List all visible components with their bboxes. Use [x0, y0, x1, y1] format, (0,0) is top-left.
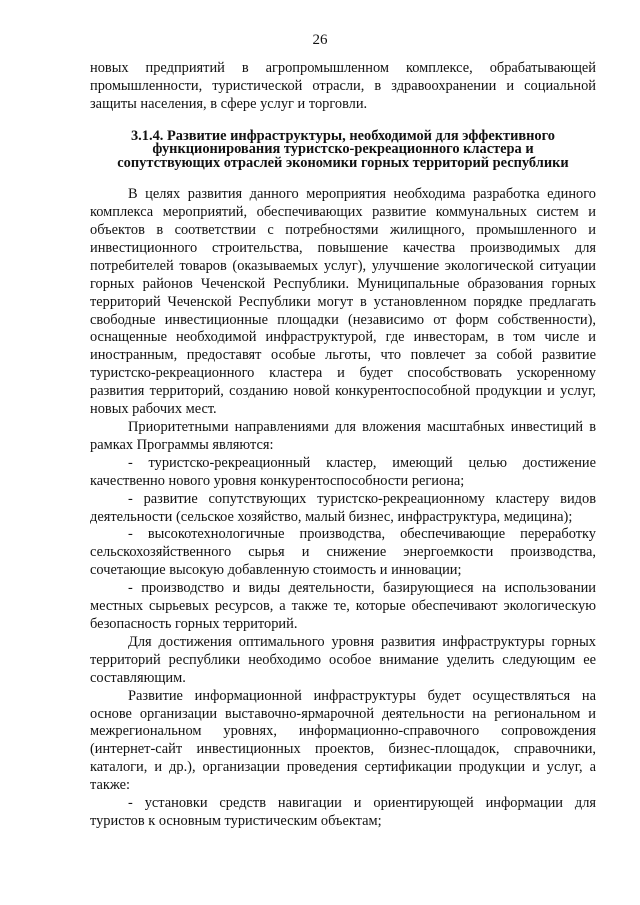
list-item: - производство и виды деятельности, базирующиеся на использовании местных сырьевых ресурсов, а также те, которые обеспечивают экологическую безопасность горных территорий. [90, 580, 596, 632]
paragraph: Развитие информационной инфраструктуры будет осуществляться на основе организации выставочно-ярмарочной деятельности на региональном и межрегиональном уровнях, информационно-справочного сопровождения (интернет-сайт инвестиционных проектов, бизнес-площадок, справочники, каталоги, и др.), организации проведения сертификации продукции и услуг, а также: [90, 687, 596, 794]
paragraph-continuation: новых предприятий в агропромышленном комплексе, обрабатывающей промышленности, туристической отрасли, в здравоохранении и социальной защиты населения, в сфере услуг и торговли. [90, 60, 596, 112]
paragraph: Для достижения оптимального уровня развития инфраструктуры горных территорий республики необходимо особое внимание уделить следующим ее составляющим. [90, 633, 596, 686]
section-heading-line: 3.1.4. Развитие инфраструктуры, необходимой для эффективного [130, 127, 555, 144]
section-heading-line: сопутствующих отраслей экономики горных территорий республики [117, 154, 569, 171]
list-item: - развитие сопутствующих туристско-рекреационному кластеру видов деятельности (сельское хозяйство, малый бизнес, инфраструктура, медицина); [90, 490, 596, 525]
list-item: - туристско-рекреационный кластер, имеющий целью достижение качественно нового уровня конкурентоспособности региона; [90, 454, 596, 489]
section-heading [90, 127, 596, 171]
list-item: - высокотехнологичные производства, обеспечивающие переработку сельскохозяйственного сырья и снижение энергоемкости производства, сочетающие высокую добавленную стоимость и инновации; [90, 526, 596, 579]
paragraph: Приоритетными направлениями для вложения масштабных инвестиций в рамках Программы являются: [90, 419, 596, 453]
paragraph: В целях развития данного мероприятия необходима разработка единого комплекса мероприятий, обеспечивающих развитие коммунальных систем и объектов в соответствии с потребностями жилищного, промышленного и инвестиционного строительства, повышение качества производимых для потребителей товаров (оказываемых услуг), улучшение экологической ситуации горных районов Чеченской Республики. Муниципальные образования горных территорий Чеченской Республики могут в установленном порядке предлагать свободные инвестиционные площадки (независимо от форм собственности), оснащенные необходимой инфраструктурой, где инвесторам, в том числе и иностранным, предоставят особые льготы, что повлечет за собой развитие туристско-рекреационного кластера и будет способствовать ускоренному развития территорий, созданию новой конкурентоспособной продукции и услуг, новых рабочих мест. [90, 186, 596, 418]
page-number: 26 [312, 32, 328, 48]
section-heading-line: функционирования туристско-рекреационного кластера и [152, 141, 534, 158]
document-body [90, 60, 596, 831]
list-item: - установки средств навигации и ориентирующей информации для туристов к основным туристическим объектам; [90, 795, 596, 829]
